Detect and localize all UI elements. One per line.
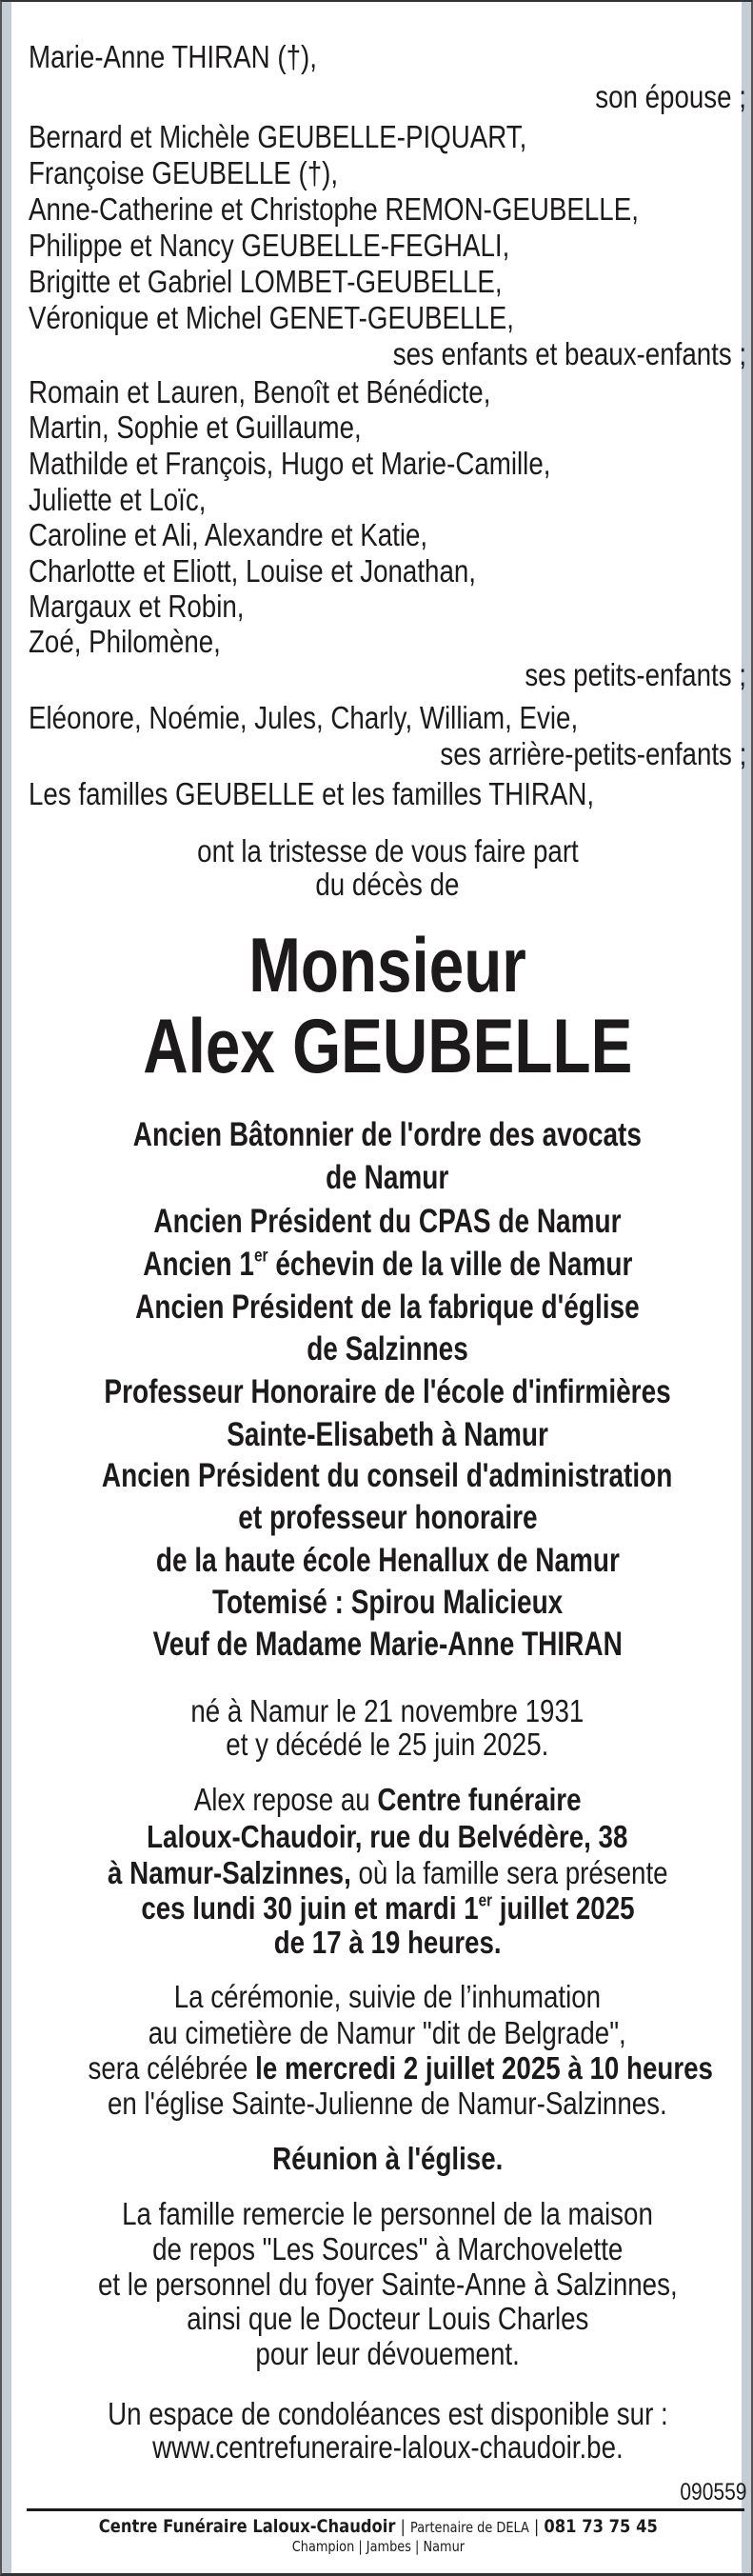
title-text: de Salzinnes (307, 1330, 468, 1368)
title-text (143, 1244, 632, 1286)
superscript: er (253, 1246, 268, 1267)
grandchild-line (29, 588, 746, 626)
child-text: Françoise GEUBELLE (†), (29, 155, 339, 190)
children-role (29, 335, 746, 373)
address-text: Laloux-Chaudoir, rue du Belvédère, 38 (147, 1819, 628, 1854)
intro-line (29, 832, 746, 870)
title-text: Professeur Honoraire de l'école d'infirmières (104, 1373, 671, 1410)
deceased-name-text: Alex GEUBELLE (142, 1004, 633, 1089)
visitation-text (274, 1924, 502, 1962)
text-part-bold: juillet 2025 (491, 1890, 635, 1926)
separator: | (400, 2517, 406, 2537)
grandchild-text: Caroline et Ali, Alexandre et Katie, (29, 517, 428, 552)
thanks-line (29, 2195, 746, 2233)
ceremony-line (29, 2014, 746, 2052)
reunion-text (272, 2140, 503, 2178)
grandchild-line (29, 445, 746, 483)
partner-text: Partenaire de DELA (410, 2519, 529, 2536)
thanks-line (29, 2335, 746, 2373)
reference-number (29, 2473, 746, 2511)
thanks-text: La famille remercie le personnel de la maison (122, 2196, 653, 2231)
title-text: Ancien Président du CPAS de Namur (153, 1203, 622, 1240)
title-line (29, 1455, 746, 1497)
child-line (29, 190, 746, 229)
title-line (29, 1582, 746, 1624)
condolences-url[interactable]: www.centrefuneraire-laloux-chaudoir.be. (151, 2429, 624, 2465)
spouse-line (29, 38, 746, 76)
visitation-text (194, 1781, 582, 1819)
title-text: de la haute école Henallux de Namur (155, 1542, 620, 1579)
title-text: Totemisé : Spirou Malicieux (211, 1584, 564, 1621)
role-text: ses enfants et beaux-enfants ; (392, 336, 746, 371)
company-name: Centre Funéraire Laloux-Chaudoir (98, 2516, 396, 2537)
title-text: Veuf de Madame Marie-Anne THIRAN (152, 1626, 623, 1663)
superscript: er (478, 1890, 492, 1910)
ceremony-line (29, 2085, 746, 2123)
text-part: Alex repose au (193, 1782, 378, 1817)
great-grandchildren-text: Eléonore, Noémie, Jules, Charly, William, Evie, (29, 700, 579, 735)
role-text: ses arrière-petits-enfants ; (440, 736, 746, 771)
text-part-bold: ces lundi 30 juin et mardi 1 (140, 1890, 479, 1926)
visitation-line (29, 1854, 746, 1892)
grandchild-text: Romain et Lauren, Benoît et Bénédicte, (29, 374, 491, 409)
title-text: Sainte-Elisabeth à Namur (227, 1416, 548, 1453)
thanks-text: ainsi que le Docteur Louis Charles (186, 2301, 589, 2336)
child-text: Véronique et Michel GENET-GEUBELLE, (29, 300, 514, 335)
text-part-bold: Centre funéraire (377, 1782, 582, 1817)
title-text: Ancien Président du conseil d'administration (102, 1457, 673, 1494)
text-part-bold: le mercredi 2 juillet 2025 à 10 heures (255, 2050, 713, 2086)
ceremony-text: La cérémonie, suivie de l’inhumation (173, 1979, 602, 2014)
reference-text: 090559 (679, 2479, 746, 2506)
grandchild-line (29, 409, 746, 447)
locations-text: Champion | Jambes | Namur (291, 2538, 466, 2555)
visitation-line (29, 1924, 746, 1962)
title-text-part: Ancien 1 (142, 1246, 254, 1283)
reunion-bold: Réunion à l'église. (271, 2141, 504, 2176)
ceremony-line (29, 2049, 746, 2087)
text-part: où la famille sera présente (350, 1855, 668, 1890)
title-text: et professeur honoraire (237, 1499, 538, 1536)
grandchild-text: Mathilde et François, Hugo et Marie-Camille, (29, 446, 551, 481)
child-line (29, 118, 746, 156)
child-text: Anne-Catherine et Christophe REMON-GEUBELLE, (29, 191, 639, 227)
phone-number: 081 73 75 45 (544, 2516, 659, 2537)
role-text: ses petits-enfants ; (525, 657, 746, 692)
grandchildren-role (29, 656, 746, 694)
visitation-line (29, 1818, 746, 1856)
text-part: sera célébrée (88, 2050, 256, 2086)
deceased-title-text: Monsieur (248, 923, 526, 1008)
title-line (29, 1497, 746, 1539)
condolences-text: Un espace de condoléances est disponible sur : (107, 2396, 668, 2431)
text-part-bold: à Namur-Salzinnes, (107, 1855, 351, 1890)
visitation-text (141, 1889, 634, 1927)
spouse-text: Marie-Anne THIRAN (†), (29, 39, 317, 74)
thanks-line (29, 2300, 746, 2338)
title-line (29, 1371, 746, 1413)
families-line (29, 775, 746, 813)
child-line (29, 299, 746, 337)
visitation-line (29, 1889, 746, 1927)
ceremony-text (89, 2049, 713, 2087)
thanks-line (29, 2266, 746, 2304)
grandchild-line (29, 516, 746, 554)
deceased-name (29, 1004, 746, 1089)
grandchild-line (29, 623, 746, 661)
birth-line (29, 1692, 746, 1730)
grandchild-line (29, 481, 746, 519)
title-text-part: échevin de la ville de Namur (268, 1246, 633, 1283)
role-text: son épouse ; (595, 79, 746, 114)
intro-text: du décès de (315, 867, 460, 902)
title-line (29, 1157, 746, 1199)
grandchild-text: Martin, Sophie et Guillaume, (29, 409, 362, 445)
footer-locations (11, 2537, 745, 2556)
separator: | (534, 2517, 540, 2537)
grandchild-line (29, 373, 746, 411)
grandchild-text: Zoé, Philomène, (29, 624, 221, 659)
title-line (29, 1201, 746, 1243)
child-text: Brigitte et Gabriel LOMBET-GEUBELLE, (29, 264, 503, 299)
death-text: et y décédé le 25 juin 2025. (226, 1727, 549, 1762)
title-line (29, 1114, 746, 1156)
child-text: Bernard et Michèle GEUBELLE-PIQUART, (29, 119, 527, 154)
title-line (29, 1287, 746, 1328)
child-line (29, 263, 746, 301)
visitation-line (29, 1781, 746, 1819)
child-line (29, 227, 746, 265)
hours-text: de 17 à 19 heures. (273, 1925, 502, 1960)
ceremony-text: au cimetière de Namur "dit de Belgrade", (149, 2015, 626, 2050)
title-text: de Namur (326, 1159, 449, 1196)
grandchild-text: Margaux et Robin, (29, 589, 245, 624)
visitation-text (108, 1854, 668, 1892)
families-text: Les familles GEUBELLE et les familles THIRAN, (29, 776, 595, 811)
ceremony-text: en l'église Sainte-Julienne de Namur-Salzinnes. (108, 2086, 667, 2121)
grandchild-text: Charlotte et Eliott, Louise et Jonathan, (29, 553, 477, 589)
death-line (29, 1726, 746, 1764)
footer-divider (27, 2508, 744, 2511)
child-text: Philippe et Nancy GEUBELLE-FEGHALI, (29, 228, 510, 263)
condolences-line (29, 2395, 746, 2433)
grandchild-line (29, 552, 746, 590)
thanks-text: pour leur dévouement. (255, 2336, 520, 2371)
intro-text: ont la tristesse de vous faire part (196, 833, 579, 869)
great-grandchildren-line (29, 699, 746, 737)
spouse-role (29, 78, 746, 116)
thanks-text: de repos "Les Sources" à Marchovelette (151, 2231, 624, 2266)
condolences-link[interactable] (29, 2428, 746, 2466)
title-line (29, 1414, 746, 1456)
visitation-text (147, 1818, 627, 1856)
title-line (29, 1244, 746, 1286)
title-line (29, 1328, 746, 1370)
birth-text: né à Namur le 21 novembre 1931 (190, 1693, 585, 1728)
intro-line (29, 866, 746, 904)
title-line (29, 1624, 746, 1666)
child-line (29, 154, 746, 192)
ceremony-line (29, 1978, 746, 2016)
reunion-line (29, 2140, 746, 2178)
title-text: Ancien Bâtonnier de l'ordre des avocats (132, 1116, 643, 1153)
grandchild-text: Juliette et Loïc, (29, 482, 207, 517)
title-text: Ancien Président de la fabrique d'église (135, 1288, 640, 1326)
deceased-title (29, 923, 746, 1008)
footer-company-line (11, 2514, 745, 2539)
thanks-text: et le personnel du foyer Sainte-Anne à Salzinnes, (97, 2266, 678, 2302)
notice-sheet (11, 2, 746, 2573)
great-grandchildren-role (29, 735, 746, 773)
title-line (29, 1540, 746, 1582)
thanks-line (29, 2230, 746, 2268)
